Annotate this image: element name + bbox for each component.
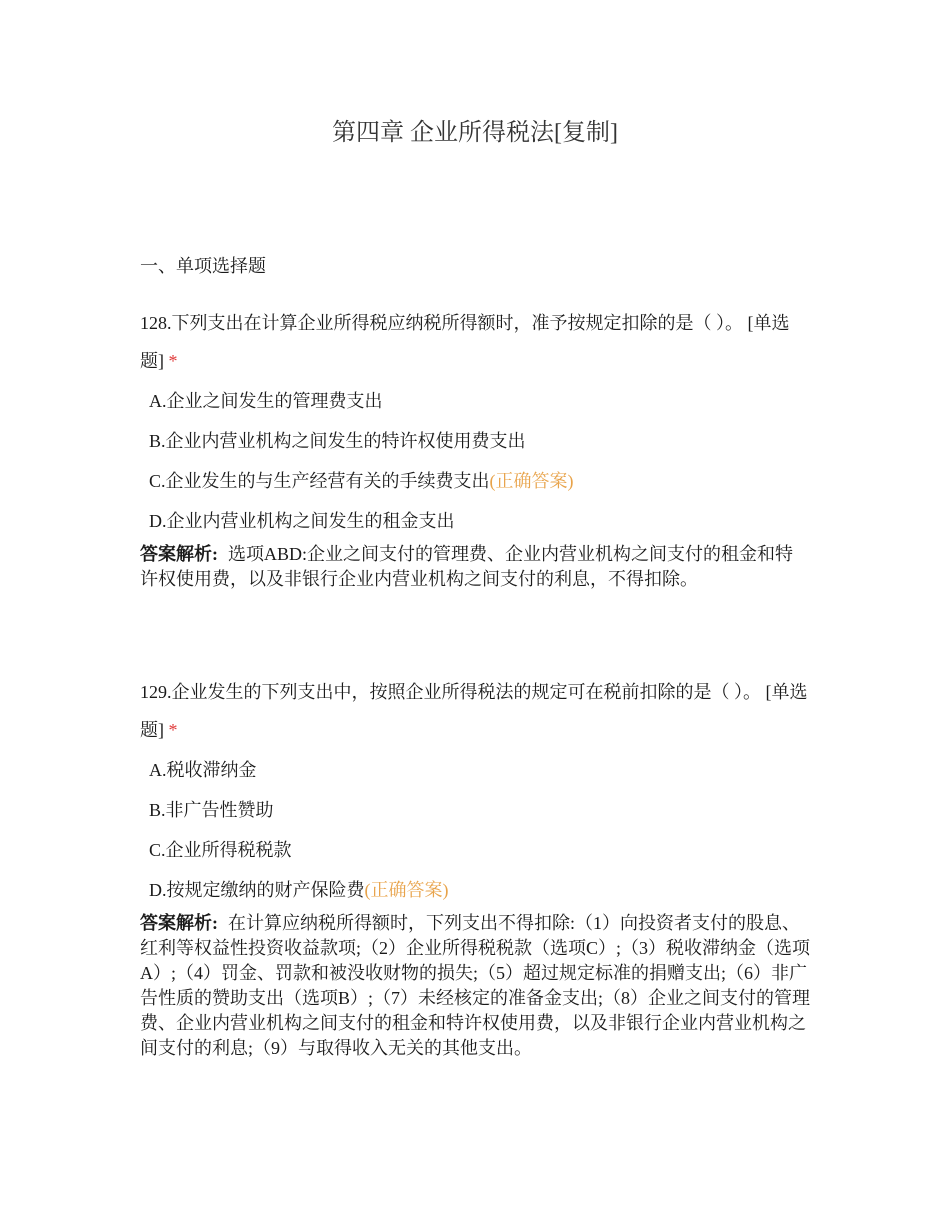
answer-analysis	[140, 542, 810, 592]
option-b[interactable]	[140, 795, 810, 835]
required-mark: *	[168, 720, 178, 740]
option-text: C.企业所得税税款	[149, 840, 292, 860]
analysis-label: 答案解析:	[140, 544, 218, 564]
option-text: A.税收滞纳金	[149, 760, 257, 780]
correct-answer-tag: (正确答案)	[364, 880, 449, 900]
analysis-label: 答案解析:	[140, 913, 218, 933]
section-heading: 一、单项选择题	[140, 256, 266, 276]
option-d[interactable]	[140, 875, 810, 915]
option-text: D.按规定缴纳的财产保险费	[149, 880, 365, 900]
analysis-text: 选项ABD:企业之间支付的管理费、企业内营业机构之间支付的租金和特许权使用费，以及非银行企业内营业机构之间支付的利息，不得扣除。	[140, 544, 794, 589]
option-text: B.企业内营业机构之间发生的特许权使用费支出	[149, 431, 526, 451]
option-list	[140, 386, 810, 546]
option-a[interactable]	[140, 386, 810, 426]
correct-answer-tag: (正确答案)	[489, 471, 574, 491]
analysis-text: 在计算应纳税所得额时，下列支出不得扣除:（1）向投资者支付的股息、红利等权益性投资收益款项;（2）企业所得税税款（选项C）;（3）税收滞纳金（选项A）;（4）罚金、罚款和被没收财物的损失;（5）超过规定标准的捐赠支出;（6）非广告性质的赞助支出（选项B）;（7）未经核定的准备金支出;（8）企业之间支付的管理费、企业内营业机构之间支付的租金和特许权使用费，以及非银行企业内营业机构之间支付的利息;（9）与取得收入无关的其他支出。	[140, 913, 811, 1058]
option-c[interactable]	[140, 466, 810, 506]
question-stem: 129.企业发生的下列支出中，按照企业所得税法的规定可在税前扣除的是（ ）。 [单选题]	[140, 682, 808, 740]
question-129	[140, 673, 810, 1061]
required-mark: *	[168, 351, 178, 371]
option-d[interactable]	[140, 506, 810, 546]
question-128	[140, 304, 810, 592]
question-text	[140, 673, 810, 749]
question-stem: 128.下列支出在计算企业所得税应纳税所得额时，准予按规定扣除的是（ ）。 [单选题]	[140, 313, 790, 371]
page-title: 第四章 企业所得税法[复制]	[332, 120, 618, 146]
option-list	[140, 755, 810, 915]
option-text: B.非广告性赞助	[149, 800, 274, 820]
option-a[interactable]	[140, 755, 810, 795]
option-c[interactable]	[140, 835, 810, 875]
answer-analysis	[140, 911, 810, 1061]
option-text: D.企业内营业机构之间发生的租金支出	[149, 511, 455, 531]
option-text: C.企业发生的与生产经营有关的手续费支出	[149, 471, 490, 491]
question-text	[140, 304, 810, 380]
option-b[interactable]	[140, 426, 810, 466]
option-text: A.企业之间发生的管理费支出	[149, 391, 383, 411]
